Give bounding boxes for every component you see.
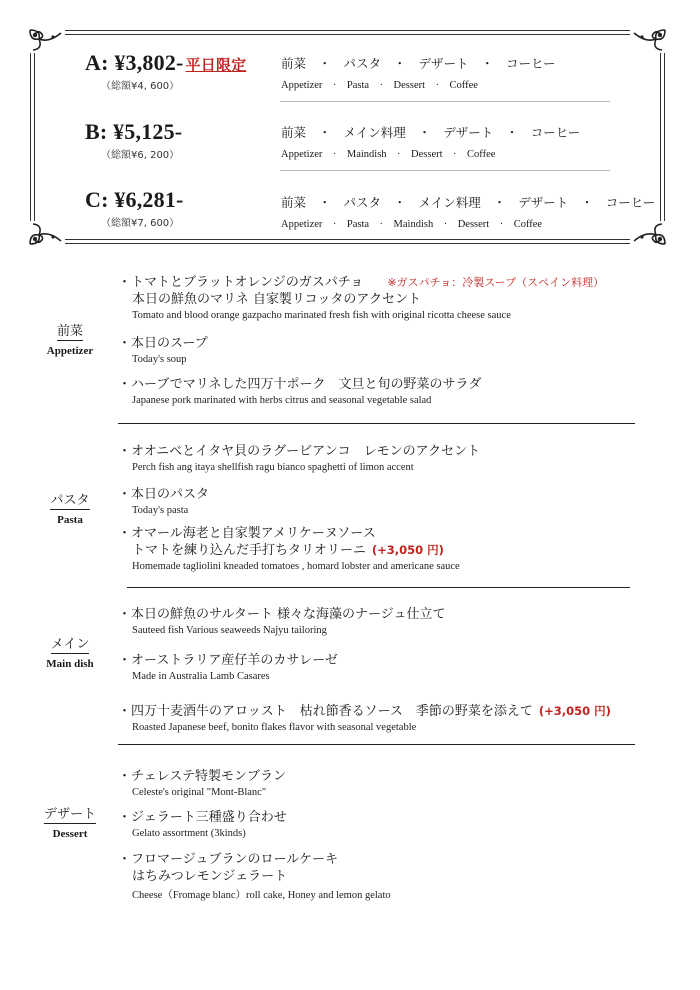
- item-name-en: Cheese（Fromage blanc）roll cake, Honey and lemon gelato: [132, 890, 391, 901]
- menu-item: [118, 525, 658, 572]
- course-contents-jp: 前菜 ・ メイン料理 ・ デザート ・ コーヒー: [281, 125, 581, 140]
- item-name-en: Sauteed fish Various seaweeds Najyu tailoring: [132, 625, 327, 636]
- menu-item: [118, 486, 658, 516]
- section-title-en: Appetizer: [46, 345, 94, 357]
- course-contents-jp: 前菜 ・ パスタ ・ メイン料理 ・ デザート ・ コーヒー: [281, 195, 656, 210]
- item-name-jp: ・オマール海老と自家製アメリケーヌソース: [118, 526, 376, 541]
- menu-item: [118, 809, 658, 839]
- item-name-jp: ・本日のスープ: [118, 336, 208, 351]
- item-name-jp: ・本日の鮮魚のサルタート 様々な海藻のナージュ仕立て: [118, 607, 446, 622]
- corner-ornament-icon: [27, 221, 65, 247]
- item-name-jp: [118, 274, 658, 291]
- section-divider: [118, 423, 635, 424]
- corner-ornament-icon: [630, 27, 668, 53]
- section-title-jp: 前菜: [57, 320, 83, 341]
- item-name-en: Homemade tagliolini kneaded tomatoes , homard lobster and americane sauce: [132, 561, 460, 572]
- course-contents-jp: 前菜 ・ パスタ ・ デザート ・ コーヒー: [281, 56, 556, 71]
- section-label-appetizer: [30, 320, 110, 357]
- item-name-en: Today's soup: [132, 354, 187, 365]
- course-contents-en: Appetizer · Pasta · Dessert · Coffee: [281, 80, 478, 91]
- item-name-en: Perch fish ang itaya shellfish ragu bianco spaghetti of limon accent: [132, 462, 414, 473]
- item-name-jp: ・オオニベとイタヤ貝のラグービアンコ レモンのアクセント: [118, 444, 481, 459]
- item-name-en: Celeste's original "Mont-Blanc": [132, 787, 267, 798]
- course-divider: [280, 101, 610, 102]
- course-contents-en: Appetizer · Pasta · Maindish · Dessert · Coffee: [281, 219, 543, 230]
- item-name-jp: ・チェレステ特製モンブラン: [118, 769, 286, 784]
- section-title-en: Dessert: [52, 828, 88, 840]
- section-divider: [127, 587, 630, 588]
- item-name-text: トマトを練り込んだ手打ちタリオリーニ: [132, 543, 366, 558]
- menu-item: [118, 606, 658, 636]
- weekday-limited-badge: 平日限定: [185, 56, 247, 74]
- item-name-jp: ・本日のパスタ: [118, 487, 210, 502]
- course-divider: [280, 170, 610, 171]
- surcharge-badge: (+3,050 円): [371, 543, 444, 557]
- item-name-jp: [118, 703, 658, 720]
- item-name-jp: ・ハーブでマリネした四万十ポーク 文旦と旬の野菜のサラダ: [118, 377, 482, 392]
- gazpacho-note: ※ガスパチョ：冷製スープ（スペイン料理）: [387, 276, 605, 289]
- section-title-jp: パスタ: [50, 489, 89, 510]
- course-total: （総額¥7, 600）: [101, 218, 180, 229]
- item-name-en: Tomato and blood orange gazpacho marinated fresh fish with original ricotta cheese sauce: [132, 310, 511, 321]
- menu-item: [118, 443, 658, 473]
- section-title-jp: メイン: [51, 633, 90, 654]
- item-name-jp: ・ジェラート三種盛り合わせ: [118, 810, 287, 825]
- item-name-jp-line2: [118, 542, 658, 559]
- course-total: （総額¥6, 200）: [101, 150, 180, 161]
- section-label-pasta: [30, 489, 110, 526]
- surcharge-badge: (+3,050 円): [538, 704, 611, 718]
- section-divider: [118, 744, 635, 745]
- menu-item: [118, 274, 658, 321]
- course-price: [85, 50, 246, 76]
- item-name-en: Gelato assortment (3kinds): [132, 828, 246, 839]
- item-name-en: Japanese pork marinated with herbs citrus and seasonal vegetable salad: [132, 395, 432, 406]
- menu-item: [118, 851, 658, 902]
- course-price: C: ¥6,281-: [85, 187, 184, 212]
- item-name-jp: ・オーストラリア産仔羊のカサレーゼ: [118, 653, 338, 668]
- item-name-jp-line2: はちみつレモンジェラート: [132, 869, 288, 884]
- section-title-en: Pasta: [57, 514, 83, 526]
- item-name-en: Roasted Japanese beef, bonito flakes flavor with seasonal vegetable: [132, 722, 417, 733]
- item-name-jp: ・フロマージュブランのロールケーキ: [118, 852, 338, 867]
- corner-ornament-icon: [27, 27, 65, 53]
- menu-item: [118, 652, 658, 682]
- section-label-dessert: [30, 803, 110, 840]
- course-price-text: A: ¥3,802-: [85, 50, 184, 75]
- course-price: B: ¥5,125-: [85, 119, 183, 144]
- item-name-text: ・四万十麦酒牛のアロッスト 枯れ節香るソース 季節の野菜を添えて: [118, 704, 533, 719]
- item-name-text: ・トマトとブラットオレンジのガスパチョ: [118, 275, 364, 290]
- section-label-main: [30, 633, 110, 670]
- item-name-en: Made in Australia Lamb Casares: [132, 671, 270, 682]
- menu-item: [118, 376, 658, 406]
- menu-item: [118, 703, 658, 733]
- item-name-en: Today's pasta: [132, 505, 189, 516]
- section-title-en: Main dish: [46, 658, 94, 670]
- section-title-jp: デザート: [44, 803, 96, 824]
- item-name-jp-line2: 本日の鮮魚のマリネ 自家製リコッタのアクセント: [132, 292, 421, 307]
- menu-item: [118, 335, 658, 365]
- course-contents-en: Appetizer · Maindish · Dessert · Coffee: [281, 149, 496, 160]
- menu-item: [118, 768, 658, 798]
- corner-ornament-icon: [630, 221, 668, 247]
- course-total: （総額¥4, 600）: [101, 81, 180, 92]
